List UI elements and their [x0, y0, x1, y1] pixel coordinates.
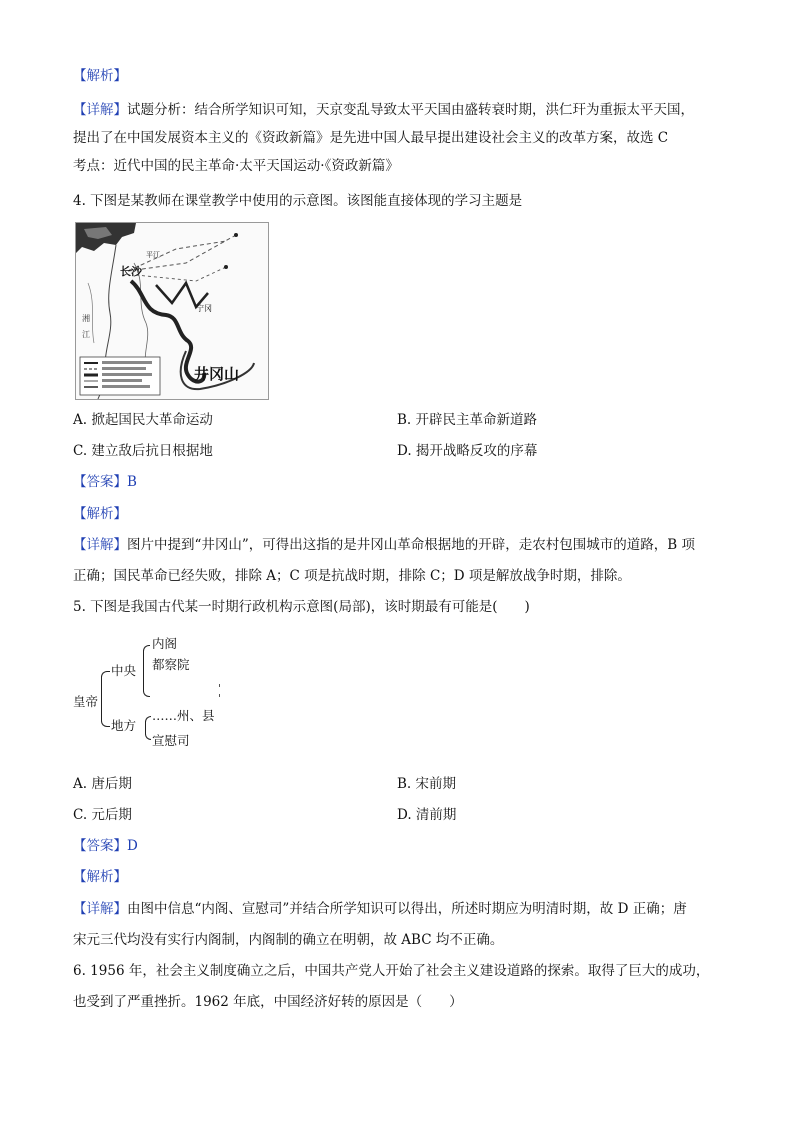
map-label-jiang: 江 [82, 330, 90, 339]
org-central-item-2: 都察院 [152, 657, 190, 672]
org-dot-2 [219, 694, 220, 697]
q5-option-c: C. 元后期 [73, 807, 132, 823]
q3-analysis-tag: 【解析】 [73, 68, 127, 84]
route-dashed-2 [128, 235, 236, 271]
map-label-xiang: 湘 [82, 314, 90, 323]
q5-detail-text-1: 由图中信息“内阁、宣慰司”并结合所学知识可以得出，所述时期应为明清时期，故 D 正确；唐 [127, 901, 687, 917]
org-local-item-2: 宣慰司 [152, 733, 190, 748]
q4-option-d: D. 揭开战略反攻的序幕 [397, 443, 538, 459]
q3-detail-line-2: 提出了在中国发展资本主义的《资政新篇》是先进中国人最早提出建设社会主义的改革方案，故选 C [73, 130, 669, 146]
q5-option-a: A. 唐后期 [73, 776, 132, 792]
river-2 [134, 263, 148, 373]
org-bracket-central [143, 645, 150, 697]
q4-answer: 【答案】B [73, 474, 137, 490]
q5-detail-line-2: 宋元三代均没有实行内阁制，内阁制的确立在明朝，故 ABC 均不正确。 [73, 932, 504, 948]
org-bracket-local [145, 716, 151, 740]
org-local-item-1: ……州、县 [152, 708, 215, 723]
q4-detail-tag: 【详解】 [73, 537, 127, 553]
route-dashed-3 [136, 267, 226, 281]
map-label-ning: 宁冈 [196, 304, 212, 313]
q4-analysis-tag: 【解析】 [73, 506, 127, 522]
q4-option-a: A. 掀起国民大革命运动 [73, 412, 213, 428]
q5-answer: 【答案】D [73, 838, 138, 854]
q3-kaodian: 考点：近代中国的民主革命·太平天国运动·《资政新篇》 [73, 158, 399, 174]
q3-detail-text-1: 试题分析：结合所学知识可知，天京变乱导致太平天国由盛转衰时期，洪仁玕为重振太平天国， [127, 102, 694, 118]
q5-option-d: D. 清前期 [397, 807, 457, 823]
q4-map-svg [76, 223, 268, 399]
q4-detail-line-1 [73, 535, 695, 555]
q4-stem: 4. 下图是某教师在课堂教学中使用的示意图。该图能直接体现的学习主题是 [73, 193, 523, 209]
route-dashed-1 [128, 241, 226, 271]
org-local: 地方 [111, 718, 137, 733]
map-label-pingjiang: 平江 [146, 251, 160, 259]
q5-option-b: B. 宋前期 [397, 776, 457, 792]
org-bracket-root [101, 671, 110, 727]
q4-option-c: C. 建立敌后抗日根据地 [73, 443, 213, 459]
q4-detail-line-2: 正确；国民革命已经失败，排除 A；C 项是抗战时期，排除 C；D 项是解放战争时期，排除。 [73, 568, 631, 584]
q4-map-figure [75, 222, 269, 400]
org-dot-1 [219, 684, 220, 687]
q5-analysis-tag: 【解析】 [73, 869, 127, 885]
q5-detail-line-1 [73, 899, 687, 919]
org-central: 中央 [111, 663, 137, 678]
q4-option-b: B. 开辟民主革命新道路 [397, 412, 538, 428]
map-label-changsha: 长沙 [120, 265, 142, 278]
q3-detail-line-1 [73, 100, 694, 120]
q5-detail-tag: 【详解】 [73, 901, 127, 917]
org-central-item-1: 内阁 [152, 636, 178, 651]
q6-stem-line-1: 6. 1956 年，社会主义制度确立之后，中国共产党人开始了社会主义建设道路的探索。取得了巨大的成功， [73, 963, 710, 979]
org-root: 皇帝 [73, 694, 99, 709]
q6-stem-line-2: 也受到了严重挫折。1962 年底，中国经济好转的原因是（ ） [73, 994, 463, 1010]
map-label-jinggangshan: 井冈山 [194, 365, 240, 383]
q3-detail-tag: 【详解】 [73, 102, 127, 118]
q5-stem: 5. 下图是我国古代某一时期行政机构示意图(局部)，该时期最有可能是( ) [73, 599, 530, 615]
q4-detail-text-1: 图片中提到“井冈山”，可得出这指的是井冈山革命根据地的开辟，走农村包围城市的道路，B 项 [127, 537, 696, 553]
